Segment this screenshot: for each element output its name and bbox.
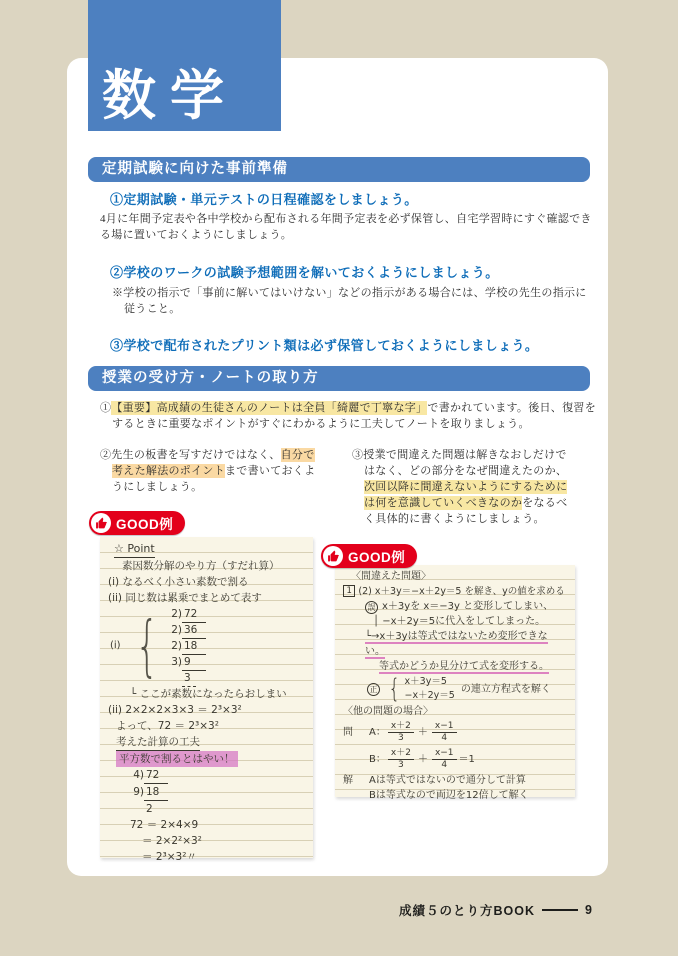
- problem-b-row: B： $\frac{x+2}{3}$ ＋ $\frac{x-1}{4}$ ＝1: [369, 748, 475, 770]
- handwritten-note-left: [100, 537, 313, 863]
- problem-a-row: 問 A： $\frac{x+2}{3}$ ＋ $\frac{x-1}{4}$: [343, 719, 567, 746]
- subject-title-block: [88, 0, 281, 131]
- ladder-row: 4) 72: [130, 767, 305, 784]
- note-left-calc-4: ＝ 2×2²×3²: [142, 835, 202, 847]
- note-left-point-title: ☆ Point: [114, 541, 155, 558]
- answer-row-1: 解 Aは等式ではないので通分して計算: [343, 775, 526, 786]
- note-left-rule-1: (i) なるべく小さい素数で割る: [108, 576, 249, 588]
- note-left-idea-highlight: 平方数で割るとはやい！: [116, 751, 238, 767]
- good-example-badge-left: [89, 511, 185, 535]
- note-right-pink-line-1: └→x＋3yは等式ではないため変形できない。: [365, 631, 548, 657]
- fraction: $\frac{x-1}{4}$: [432, 748, 457, 771]
- ladder-row: 2) 36: [168, 622, 206, 638]
- col-right-pre: ③授業で間違えた問題は解きなおしだけではなく、どの部分をなぜ間違えたのか、: [352, 449, 568, 477]
- footer-page-number: 9: [585, 903, 593, 917]
- intro-rest: で書かれています。後日、復習をするときに重要なポイントがすぐにわかるように工夫してノートを取りましょう。: [112, 402, 597, 430]
- fraction: $\frac{x+2}{3}$: [388, 721, 414, 744]
- col-left-highlight: 自分で考えた解法のポイント: [112, 449, 315, 477]
- note-left-arrow-note: └ ここが素数になったらおしまい: [130, 688, 287, 700]
- column-right-paragraph: [352, 447, 576, 527]
- intro-number: ①: [100, 402, 112, 414]
- note-left-rule-2: (ii) 同じ数は累乗でまとめて表す: [108, 592, 262, 604]
- heading-item-3: ③学校で配布されたプリント類は必ず保管しておくようにしましょう。: [110, 338, 539, 353]
- footer-dash-divider: [542, 909, 578, 911]
- note-right-wrong-line-2: │ −x＋2y＝5に代入をしてしまった。: [373, 616, 546, 627]
- question-number-box: 1: [343, 585, 355, 597]
- subject-title: 数学: [102, 64, 238, 127]
- footer-book-title: 成績５のとり方BOOK: [399, 904, 536, 918]
- paragraph-item-2-note: ※学校の指示で「事前に解いてはいけない」などの指示がある場合には、学校の先生の指示に従うこと。: [112, 287, 587, 315]
- note-left-idea-title: 考えた計算の工夫: [116, 734, 200, 751]
- square-number-ladder: [130, 767, 305, 817]
- col-left-pre: ②先生の板書を写すだけではなく、: [100, 449, 281, 461]
- ladder-row: 3) 9: [168, 654, 206, 670]
- col-right-post: をなるべく具体的に書くようにしましょう。: [364, 497, 568, 525]
- col-left-post: まで書いておくようにしましょう。: [112, 465, 316, 493]
- ladder-row-final: 3: [168, 670, 206, 686]
- note-right-question-line: [343, 584, 567, 599]
- handwritten-note-right: [335, 565, 575, 801]
- good-example-label: GOOD例: [116, 517, 174, 532]
- heading-item-1: ①定期試験・単元テストの日程確認をしましょう。: [110, 192, 418, 207]
- note-right-pink-line-2: 等式かどうか見分けて式を変形する。: [379, 661, 549, 672]
- col-right-highlight: 次回以降に間違えないようにするためには何を意識していくべきなのか: [364, 481, 568, 509]
- note-right-wrong-line-1: 誤 x＋3yを x＝−3y と変形してしまい、: [343, 599, 567, 614]
- answer-label: 解: [343, 775, 353, 786]
- equation-2: −x＋2y＝5: [404, 690, 455, 701]
- system-tail-text: の連立方程式を解く: [460, 683, 551, 695]
- note-left-calc-3: 72 ＝ 2×4×9: [130, 819, 199, 831]
- fraction-b-label: B：: [369, 754, 386, 765]
- note-left-point-title-line: [108, 541, 305, 558]
- ladder-row: 2) 72: [168, 606, 206, 622]
- wrong-mark-icon: 誤: [365, 601, 378, 614]
- ladder-row: 2) 18: [168, 638, 206, 654]
- prime-factorization-ladder: [110, 606, 305, 686]
- column-left-paragraph: [100, 447, 324, 495]
- note-left-calc-5: ＝ 2³×3²〃: [142, 851, 197, 863]
- note-right-heading-1: 〈間違えた問題〉: [351, 571, 431, 582]
- section-header-exam-prep: 定期試験に向けた事前準備: [88, 157, 590, 182]
- ladder-brace: {: [135, 607, 159, 684]
- heading-item-2: ②学校のワークの試験予想範囲を解いておくようにしましょう。: [110, 265, 499, 280]
- note-left-calc-1: (ii) 2×2×2×3×3 ＝ 2³×3²: [108, 704, 242, 716]
- good-example-badge-right: [321, 544, 417, 568]
- page-footer: [399, 901, 593, 919]
- fraction: $\frac{x+2}{3}$: [388, 748, 414, 771]
- note-left-calc-2: よって、72 ＝ 2³×3²: [116, 720, 219, 732]
- answer-row-2: Bは等式なので両辺を12倍して解く: [369, 790, 529, 801]
- correct-mark-icon: 正: [367, 683, 380, 696]
- ladder-row-final: 2: [146, 803, 153, 815]
- good-example-label: GOOD例: [348, 550, 406, 565]
- thumbs-up-icon: [91, 513, 111, 533]
- fraction-a-label: A：: [369, 727, 386, 738]
- section-header-notetaking: 授業の受け方・ノートの取り方: [88, 366, 590, 391]
- note-left-idea-title-line: [108, 734, 305, 751]
- thumbs-up-icon: [323, 546, 343, 566]
- system-brace: {: [388, 673, 401, 704]
- system-equations: [405, 675, 455, 703]
- problem-label: 問: [343, 727, 353, 738]
- note-left-idea-highlight-line: [108, 751, 305, 767]
- simultaneous-equations-block: [343, 674, 567, 704]
- note-left-subtitle: 素因数分解のやり方（すだれ算）: [122, 560, 280, 572]
- note-right-heading-2: 〈他の問題の場合〉: [343, 706, 433, 717]
- ladder-rows: [168, 606, 206, 686]
- paragraph-notetaking-intro: [100, 400, 600, 432]
- equation-1: x＋3y＝5: [404, 676, 447, 687]
- paragraph-item-1: 4月に年間予定表や各中学校から配布される年間予定表を必ず保管し、自宅学習時にすぐ確認できる場に置いておくようにしましょう。: [100, 213, 592, 241]
- ladder-row: 9) 18: [130, 784, 305, 801]
- intro-highlight: 【重要】高成績の生徒さんのノートは全員「綺麗で丁寧な字」: [111, 402, 428, 414]
- ladder-label: (i): [110, 640, 121, 651]
- fraction: $\frac{x-1}{4}$: [432, 721, 457, 744]
- question-text: (2) x＋3y＝−x＋2y＝5 を解き、yの値を求める: [358, 586, 565, 597]
